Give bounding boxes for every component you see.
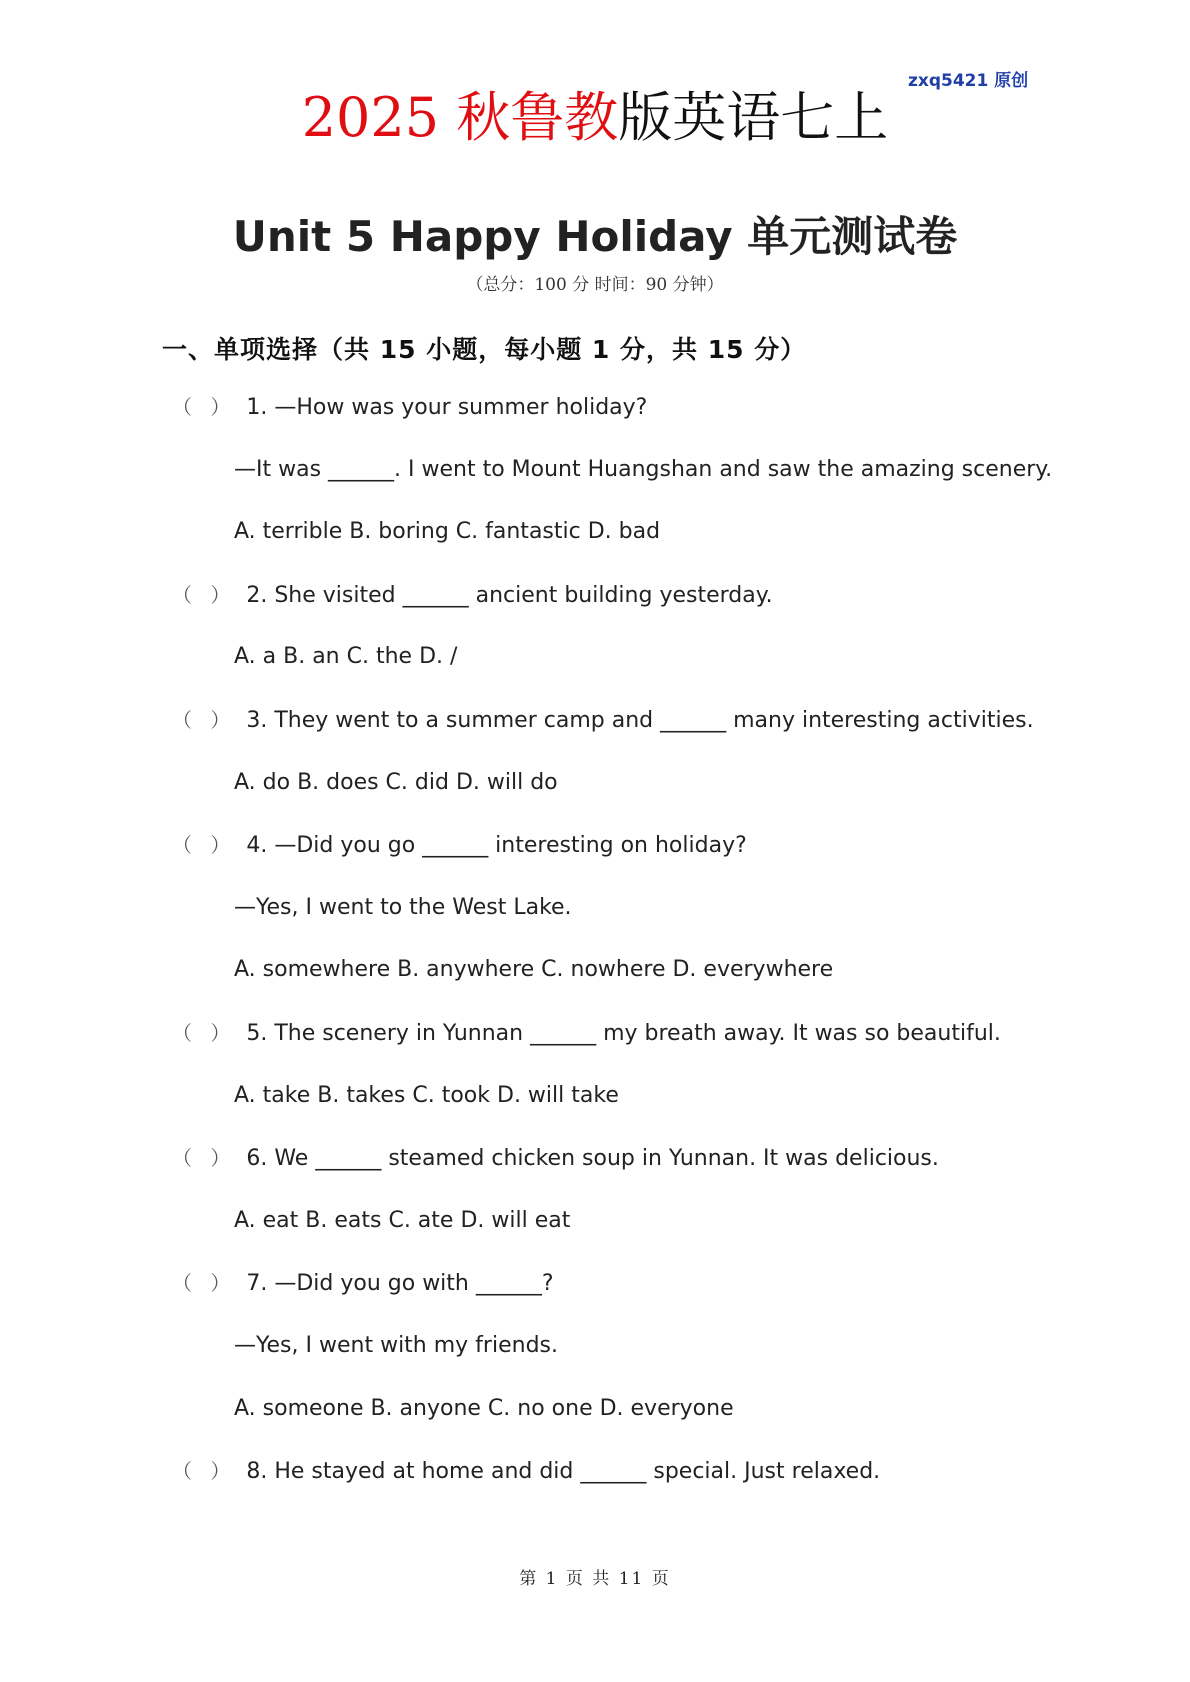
answer-options: A. someone B. anyone C. no one D. everyone [234, 1395, 734, 1421]
question-text: 4. —Did you go ______ interesting on holiday? [246, 833, 747, 859]
question-text: 2. She visited ______ ancient building yesterday. [246, 582, 773, 608]
answer-parenthesis[interactable]: （ ） [172, 395, 237, 419]
page-footer: 第 1 页 共 11 页 [519, 1569, 671, 1589]
answer-options: A. terrible B. boring C. fantastic D. bad [234, 519, 661, 545]
watermark-text: zxq5421 原创 [908, 71, 1029, 91]
question-stem [0, 1268, 1190, 1331]
question-stem [0, 392, 1190, 455]
question-stem [0, 1143, 1190, 1206]
answer-parenthesis[interactable]: （ ） [172, 1459, 237, 1484]
document-title [0, 86, 1190, 150]
answer-options: A. a B. an C. the D. / [234, 644, 458, 670]
question-stem [0, 1456, 1190, 1519]
question-text: 8. He stayed at home and did ______ special. Just relaxed. [246, 1459, 881, 1485]
answer-parenthesis[interactable]: （ ） [172, 1271, 237, 1296]
answer-parenthesis[interactable]: （ ） [172, 1146, 237, 1171]
answer-parenthesis[interactable]: （ ） [172, 707, 237, 732]
question-text: 1. —How was your summer holiday? [246, 395, 648, 420]
answer-options: A. take B. takes C. took D. will take [234, 1082, 619, 1108]
question-stem [0, 705, 1190, 768]
title-red-part: 2025 秋鲁教 [301, 86, 619, 149]
section-heading: 一、单项选择（共 15 小题，每小题 1 分，共 15 分） [162, 335, 807, 364]
question-text: 6. We ______ steamed chicken soup in Yunnan. It was delicious. [246, 1146, 939, 1172]
dialogue-line: —It was ______. I went to Mount Huangshan and saw the amazing scenery. [234, 456, 1053, 482]
question-text: 7. —Did you go with ______? [246, 1271, 554, 1297]
score-info: （总分：100 分 时间：90 分钟） [466, 275, 724, 295]
unit-title: Unit 5 Happy Holiday 单元测试卷 [232, 212, 958, 261]
question-stem [0, 1018, 1190, 1081]
question-text: 5. The scenery in Yunnan ______ my breath away. It was so beautiful. [246, 1020, 1001, 1046]
question-stem [0, 830, 1190, 893]
title-black-part: 版英语七上 [618, 86, 889, 149]
answer-options: A. do B. does C. did D. will do [234, 769, 558, 795]
dialogue-line: —Yes, I went to the West Lake. [234, 894, 572, 920]
question-stem [0, 580, 1190, 643]
answer-options: A. somewhere B. anywhere C. nowhere D. everywhere [234, 957, 834, 983]
answer-parenthesis[interactable]: （ ） [172, 1020, 237, 1045]
answer-parenthesis[interactable]: （ ） [172, 833, 237, 858]
dialogue-line: —Yes, I went with my friends. [234, 1332, 558, 1358]
question-list [0, 392, 1190, 1519]
answer-options: A. eat B. eats C. ate D. will eat [234, 1207, 571, 1233]
question-text: 3. They went to a summer camp and ______ many interesting activities. [246, 707, 1034, 733]
answer-parenthesis[interactable]: （ ） [172, 582, 237, 607]
